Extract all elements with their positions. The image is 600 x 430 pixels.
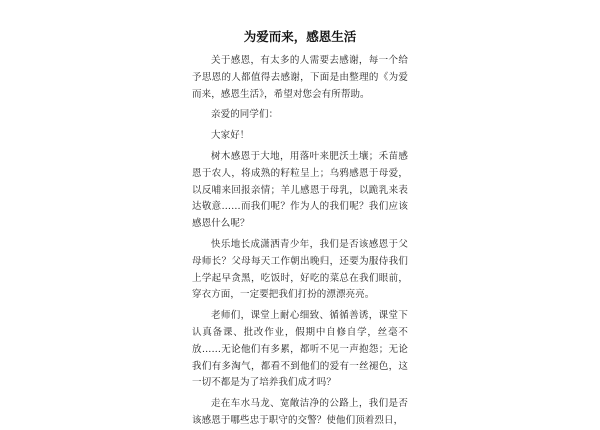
document-body [192, 53, 408, 430]
paragraph-greeting: 大家好！ [211, 130, 250, 142]
paragraph-parents: 快乐地长成潇洒青少年，我们是否该感恩于父母师长？父母每天工作朝出晚归，还要为服侍我们上学起早贪黑，吃饭时，好吃的菜总在我们眼前，穿衣方面，一定要把我们打扮的漂漂亮亮。 [192, 238, 408, 301]
paragraph-traffic-police: 走在车水马龙、宽敞洁净的公路上，我们是否该感恩于哪些忠于职守的交警？使他们顶着烈日， [192, 398, 408, 426]
paragraph-salutation: 亲爱的同学们： [211, 109, 279, 121]
paragraph-nature-gratitude: 树木感恩于大地，用落叶来肥沃土壤；禾苗感恩于农人，将成熟的籽粒呈上；乌鸦感恩于母爱，以反哺来回报亲情；羊儿感恩于母乳，以跪乳来表达敬意……而我们呢？作为人的我们呢？我们应该感恩什么呢？ [192, 150, 408, 230]
paragraph-teachers: 老师们，课堂上耐心细致、循循善诱，课堂下认真备课、批改作业，假期中自修自学，丝毫不放……无论他们有多累，都听不见一声抱怨；无论我们有多淘气，都看不到他们的爱有一丝褪色，这一切不都是为了培养我们成才吗？ [192, 310, 408, 389]
paragraph-intro: 关于感恩，有太多的人需要去感谢，每一个给予思恩的人都值得去感谢，下面是由整理的《为爱而来，感恩生活》，希望对您会有所帮助。 [192, 55, 408, 100]
document-title: 为爱而来，感恩生活 [243, 29, 357, 44]
